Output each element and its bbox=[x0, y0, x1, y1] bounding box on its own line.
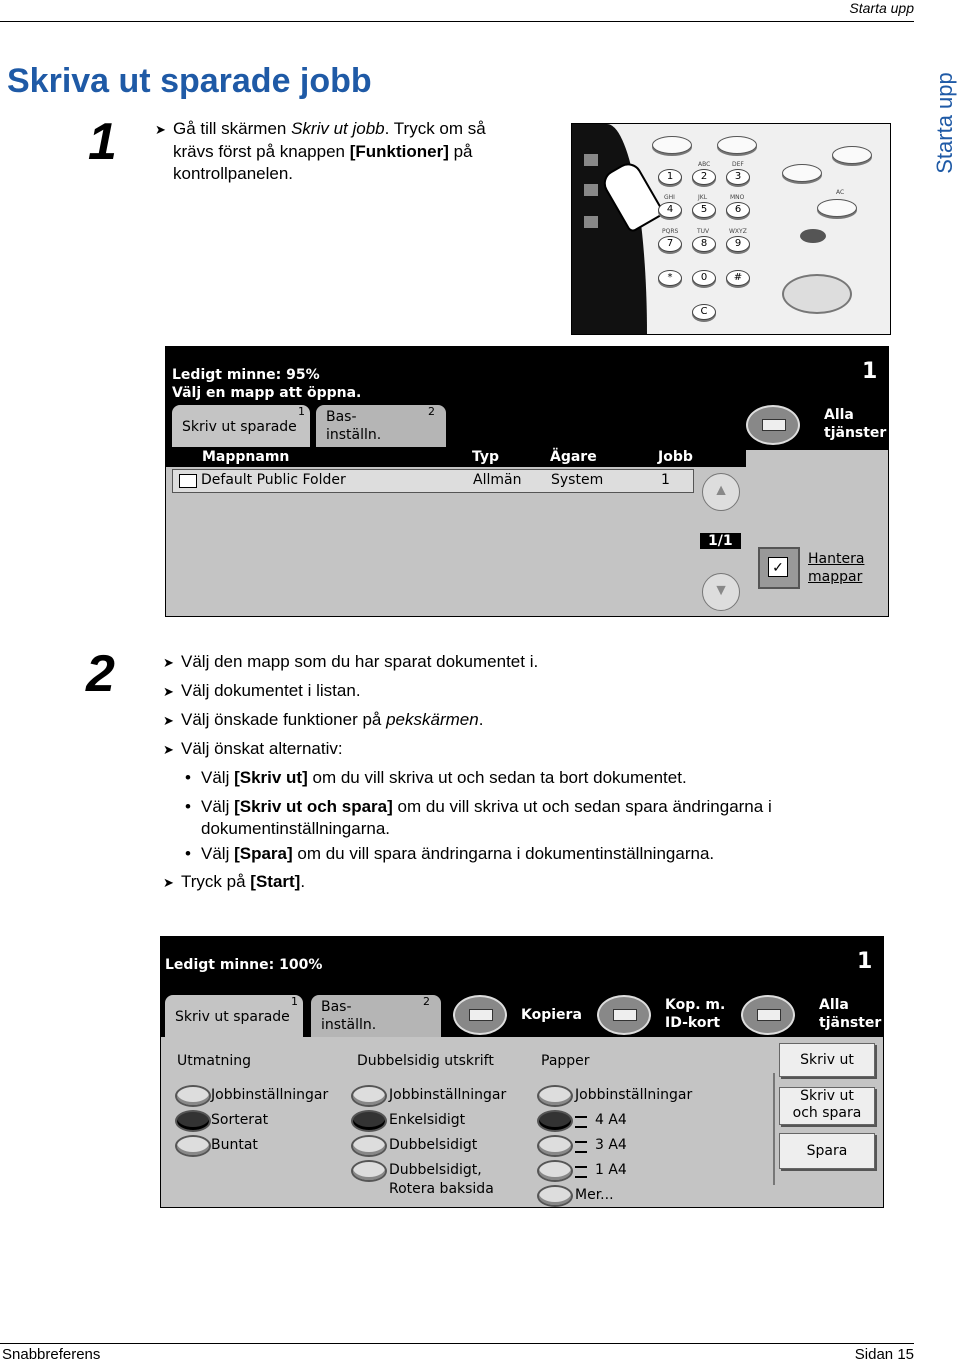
table-row[interactable]: Default Public Folder Allmän System 1 bbox=[172, 469, 694, 493]
scroll-up-button[interactable]: ▲ bbox=[702, 473, 740, 511]
pager: 1/1 bbox=[700, 533, 741, 549]
panel-button bbox=[800, 229, 826, 243]
manage-folders-icon[interactable]: ✓ bbox=[758, 547, 800, 589]
step-number-2: 2 bbox=[86, 645, 115, 703]
paper-option: 3 A4 bbox=[595, 1137, 627, 1153]
print-and-save-button[interactable]: Skriv ut och spara bbox=[779, 1087, 875, 1125]
footer-left: Snabbreferens bbox=[2, 1346, 101, 1363]
paper-radio-job[interactable] bbox=[537, 1085, 573, 1107]
paper-option: Jobbinställningar bbox=[575, 1087, 693, 1103]
all-services-label-2: tjänster bbox=[819, 1015, 882, 1031]
output-radio-sorted[interactable] bbox=[175, 1110, 211, 1132]
key-label: WXYZ bbox=[729, 228, 747, 235]
tray-icon bbox=[575, 1166, 587, 1178]
key-label: GHI bbox=[664, 194, 675, 201]
prompt-text: Välj en mapp att öppna. bbox=[172, 385, 362, 401]
id-card-copy-icon[interactable] bbox=[597, 995, 651, 1035]
key-hash: # bbox=[726, 270, 750, 286]
all-services-icon[interactable] bbox=[746, 405, 800, 445]
tab-print-saved[interactable]: Skriv ut sparade 1 bbox=[165, 995, 303, 1037]
manage-folders-label-2[interactable]: mappar bbox=[808, 569, 863, 585]
step-number-1: 1 bbox=[88, 113, 117, 171]
page-title: Skriva ut sparade jobb bbox=[7, 62, 372, 100]
step1-text: ➤ Gå till skärmen Skriv ut jobb. Tryck om så krävs först på knappen [Funktioner] på kontrollpanelen. bbox=[155, 119, 486, 183]
col-owner: Ägare bbox=[550, 449, 597, 465]
panel-button bbox=[717, 136, 757, 154]
all-services-label-2: tjänster bbox=[824, 425, 887, 441]
step2-text: ➤ Välj den mapp som du har sparat dokumentet i. ➤ Välj dokumentet i listan. ➤ Välj önskade funktioner på pekskärmen. ➤ Välj önskat alternativ: • Välj [Skriv ut] om du vill skriva ut och sedan ta bort dokumentet. • Välj [Skriv ut och spara] om du vill skriva ut och sedan spara ändringarna i dokumentinställningarna. • Välj [Spara] om du vill spara ändringarna i dokumentinställningarna. ➤ Tryck på [Start]. bbox=[163, 652, 772, 891]
col-folder-name: Mappnamn bbox=[202, 449, 290, 465]
tray-icon bbox=[575, 1141, 587, 1153]
id-card-label-2[interactable]: ID-kort bbox=[665, 1015, 721, 1031]
duplex-option: Enkelsidigt bbox=[389, 1112, 466, 1128]
page-number: 1 bbox=[862, 359, 878, 384]
all-services-icon[interactable] bbox=[741, 995, 795, 1035]
panel-icon bbox=[584, 184, 598, 196]
key-2: 2 bbox=[692, 169, 716, 185]
tray-icon bbox=[575, 1116, 587, 1128]
print-button[interactable]: Skriv ut bbox=[779, 1043, 875, 1077]
memory-status: Ledigt minne: 100% bbox=[165, 957, 323, 973]
key-label: PQRS bbox=[662, 228, 679, 235]
paper-radio-more[interactable] bbox=[537, 1185, 573, 1207]
memory-status: Ledigt minne: 95% bbox=[172, 367, 320, 383]
key-label: ABC bbox=[698, 161, 711, 168]
key-label: TUV bbox=[697, 228, 710, 235]
panel-button bbox=[652, 136, 692, 154]
output-radio-job[interactable] bbox=[175, 1085, 211, 1107]
copy-icon[interactable] bbox=[453, 995, 507, 1035]
output-option: Buntat bbox=[211, 1137, 258, 1153]
panel-icon bbox=[584, 154, 598, 166]
key-label: DEF bbox=[732, 161, 744, 168]
scroll-down-button[interactable]: ▼ bbox=[702, 573, 740, 611]
key-label: MNO bbox=[730, 194, 745, 201]
page-number: 1 bbox=[857, 949, 873, 974]
all-services-label-1: Alla bbox=[819, 997, 849, 1013]
key-0: 0 bbox=[692, 270, 716, 286]
id-card-label-1[interactable]: Kop. m. bbox=[665, 997, 726, 1013]
header-rule bbox=[0, 21, 914, 22]
paper-option: 4 A4 bbox=[595, 1112, 627, 1128]
key-9: 9 bbox=[726, 236, 750, 252]
start-button bbox=[782, 274, 852, 314]
duplex-option: Dubbelsidigt bbox=[389, 1137, 478, 1153]
key-3: 3 bbox=[726, 169, 750, 185]
duplex-radio-single[interactable] bbox=[351, 1110, 387, 1132]
duplex-radio-double[interactable] bbox=[351, 1135, 387, 1157]
divider bbox=[773, 1073, 775, 1185]
paper-option: 1 A4 bbox=[595, 1162, 627, 1178]
duplex-option: Dubbelsidigt, bbox=[389, 1162, 482, 1178]
header-section: Starta upp bbox=[849, 0, 914, 16]
key-label: AC bbox=[836, 189, 845, 196]
col-type: Typ bbox=[472, 449, 500, 465]
key-8: 8 bbox=[692, 236, 716, 252]
key-clear: C bbox=[692, 304, 716, 320]
duplex-option: Rotera baksida bbox=[389, 1181, 494, 1197]
key-label: JKL bbox=[698, 194, 708, 201]
output-radio-stacked[interactable] bbox=[175, 1135, 211, 1157]
touchscreen-folder-list bbox=[165, 346, 889, 617]
paper-radio-tray1[interactable] bbox=[537, 1160, 573, 1182]
key-5: 5 bbox=[692, 202, 716, 218]
duplex-option: Jobbinställningar bbox=[389, 1087, 507, 1103]
tab-print-saved[interactable]: Skriv ut sparade 1 bbox=[172, 405, 310, 447]
paper-option: Mer... bbox=[575, 1187, 614, 1203]
manage-folders-label-1[interactable]: Hantera bbox=[808, 551, 865, 567]
key-6: 6 bbox=[726, 202, 750, 218]
key-4: 4 bbox=[658, 202, 682, 218]
footer-right: Sidan 15 bbox=[854, 1346, 914, 1363]
output-option: Jobbinställningar bbox=[211, 1087, 329, 1103]
duplex-radio-job[interactable] bbox=[351, 1085, 387, 1107]
output-heading: Utmatning bbox=[177, 1053, 251, 1069]
duplex-heading: Dubbelsidig utskrift bbox=[357, 1053, 494, 1069]
col-jobs: Jobb bbox=[658, 449, 693, 465]
panel-icon bbox=[584, 216, 598, 228]
side-tab: Starta upp bbox=[932, 72, 957, 174]
all-services-label-1: Alla bbox=[824, 407, 854, 423]
paper-radio-tray4[interactable] bbox=[537, 1110, 573, 1132]
paper-radio-tray3[interactable] bbox=[537, 1135, 573, 1157]
panel-button bbox=[782, 164, 822, 182]
control-panel-image bbox=[571, 123, 891, 335]
touchscreen-print-options bbox=[160, 936, 884, 1208]
output-option: Sorterat bbox=[211, 1112, 269, 1128]
tab-basic-settings[interactable]: Bas- inställn. 2 bbox=[311, 995, 441, 1037]
paper-heading: Papper bbox=[541, 1053, 590, 1069]
save-button[interactable]: Spara bbox=[779, 1133, 875, 1169]
key-1: 1 bbox=[658, 169, 682, 185]
key-star: * bbox=[658, 270, 682, 286]
copy-label[interactable]: Kopiera bbox=[521, 1007, 582, 1023]
key-7: 7 bbox=[658, 236, 682, 252]
panel-button bbox=[817, 199, 857, 217]
duplex-radio-rotate[interactable] bbox=[351, 1160, 387, 1182]
footer-rule bbox=[0, 1343, 914, 1344]
tab-basic-settings[interactable]: Bas- inställn. 2 bbox=[316, 405, 446, 447]
folder-icon bbox=[179, 474, 197, 488]
panel-button bbox=[832, 146, 872, 164]
